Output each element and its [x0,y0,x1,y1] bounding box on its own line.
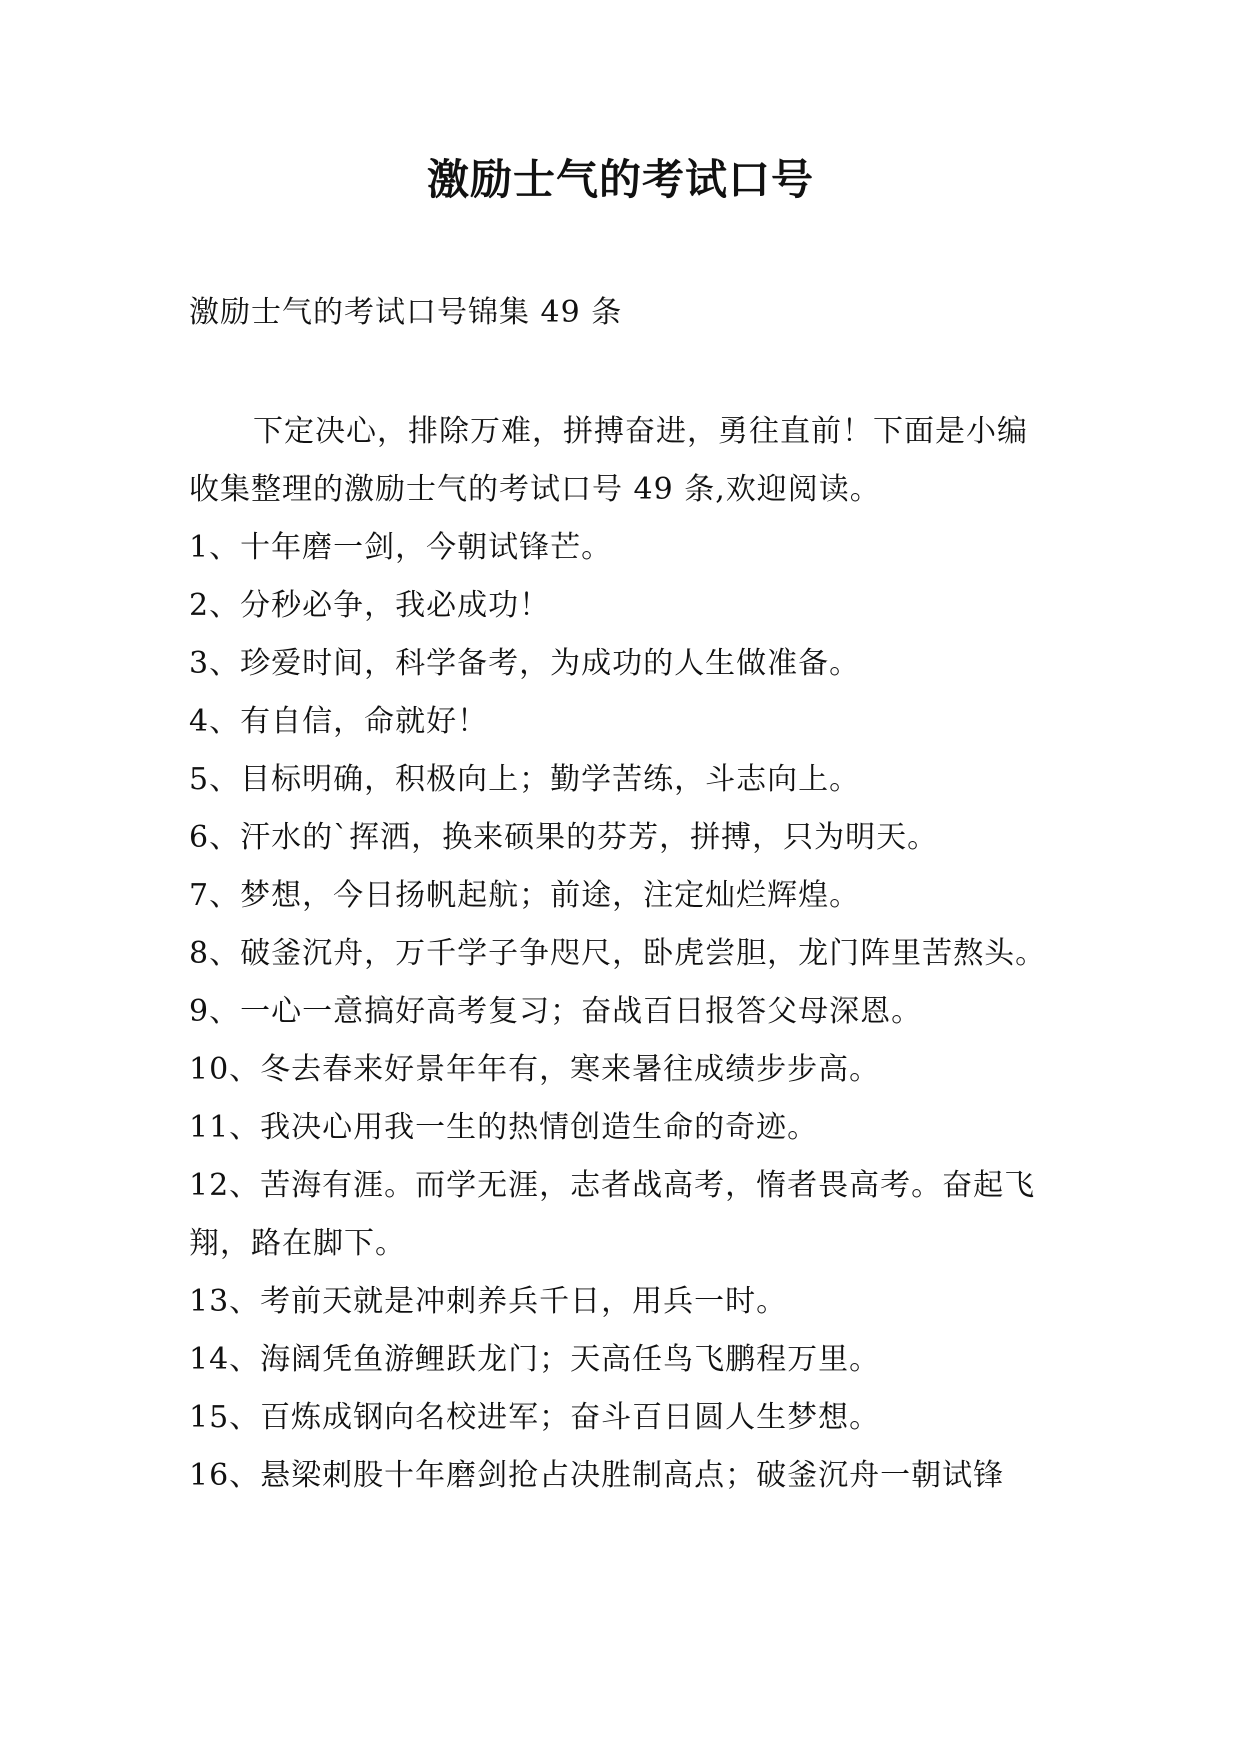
slogan-item: 7、梦想，今日扬帆起航；前途，注定灿烂辉煌。 [189,878,861,913]
document-subtitle: 激励士气的考试口号锦集 49 条 [189,295,623,330]
slogan-item: 5、目标明确，积极向上；勤学苦练，斗志向上。 [189,762,861,797]
slogan-item: 14、海阔凭鱼游鲤跃龙门；天高任鸟飞鹏程万里。 [189,1342,881,1377]
slogan-item: 13、考前天就是冲刺养兵千日，用兵一时。 [189,1284,788,1319]
slogan-item: 12、苦海有涯。而学无涯，志者战高考，惰者畏高考。奋起飞翔，路在脚下。 [189,1168,1036,1261]
document-body [189,403,1049,1505]
slogan-item: 6、汗水的`挥洒，换来硕果的芬芳，拼搏，只为明天。 [189,820,939,855]
slogan-item: 11、我决心用我一生的热情创造生命的奇迹。 [189,1110,819,1145]
slogan-item: 2、分秒必争，我必成功！ [189,588,551,623]
slogan-item: 15、百炼成钢向名校进军；奋斗百日圆人生梦想。 [189,1400,881,1435]
slogan-item: 4、有自信，命就好！ [189,704,489,739]
slogan-item: 3、珍爱时间，科学备考，为成功的人生做准备。 [189,646,861,681]
intro-paragraph: 下定决心，排除万难，拼搏奋进，勇往直前！下面是小编收集整理的激励士气的考试口号 49 条,欢迎阅读。 [189,414,1028,507]
slogan-item: 1、十年磨一剑，今朝试锋芒。 [189,530,613,565]
slogan-item: 9、一心一意搞好高考复习；奋战百日报答父母深恩。 [189,994,923,1029]
slogan-item: 8、破釜沉舟，万千学子争咫尺，卧虎尝胆，龙门阵里苦熬头。 [189,936,1047,971]
document-title: 激励士气的考试口号 [426,155,814,204]
slogan-item: 10、冬去春来好景年年有，寒来暑往成绩步步高。 [189,1052,881,1087]
slogan-item: 16、悬梁刺股十年磨剑抢占决胜制高点；破釜沉舟一朝试锋 [189,1458,1005,1493]
